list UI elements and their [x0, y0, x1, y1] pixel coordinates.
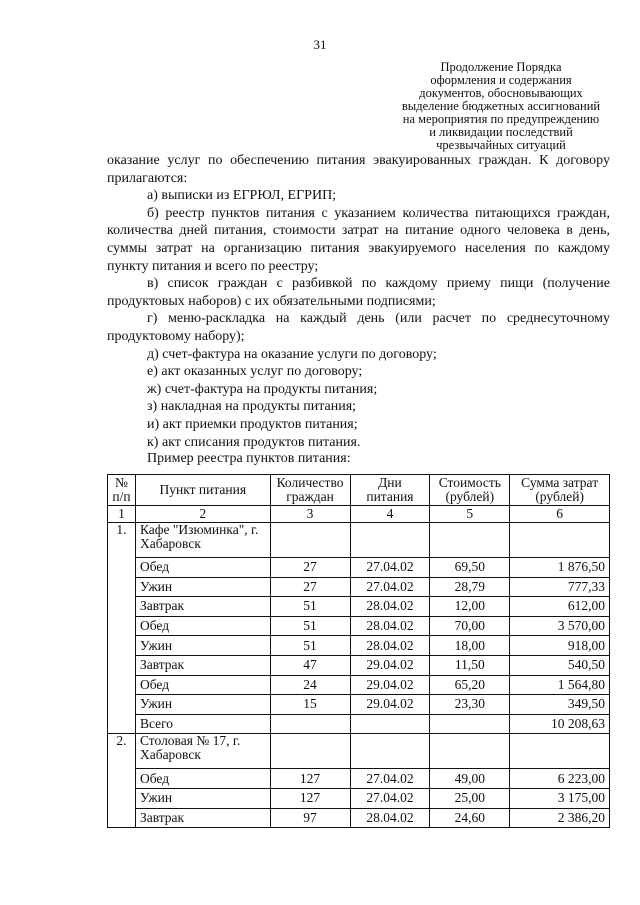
empty-cell	[350, 714, 430, 734]
column-header: Пункт питания	[135, 475, 270, 506]
count-cell: 27	[270, 558, 350, 578]
header-line: на мероприятия по предупреждению	[402, 112, 600, 126]
food-point-name: Кафе "Изюминка", г. Хабаровск	[135, 523, 270, 558]
cost-cell: 28,79	[430, 577, 510, 597]
list-item: д) счет-фактура на оказание услуги по договору;	[147, 346, 437, 362]
empty-cell	[510, 734, 610, 769]
header-line: оформления и содержания	[430, 73, 572, 87]
group-header-row	[108, 734, 610, 769]
column-number: 3	[270, 506, 350, 523]
date-cell: 29.04.02	[350, 695, 430, 715]
column-header: Дни питания	[350, 475, 430, 506]
document-header	[390, 61, 612, 152]
page-number: 31	[313, 37, 327, 52]
cost-cell: 18,00	[430, 636, 510, 656]
sum-cell: 612,00	[510, 597, 610, 617]
column-number: 4	[350, 506, 430, 523]
sum-cell: 1 564,80	[510, 675, 610, 695]
empty-cell	[270, 523, 350, 558]
count-cell: 24	[270, 675, 350, 695]
total-label: Всего	[135, 714, 270, 734]
column-header: Количество граждан	[270, 475, 350, 506]
column-number: 1	[108, 506, 136, 523]
meal-cell: Завтрак	[135, 808, 270, 828]
group-header-row	[108, 523, 610, 558]
table-row	[108, 616, 610, 636]
intro-paragraph: оказание услуг по обеспечению питания эвакуированных граждан. К договору прилагаются:	[107, 153, 610, 186]
date-cell: 27.04.02	[350, 558, 430, 578]
column-number: 6	[510, 506, 610, 523]
count-cell: 47	[270, 655, 350, 675]
column-number: 2	[135, 506, 270, 523]
meal-cell: Ужин	[135, 788, 270, 808]
meal-cell: Обед	[135, 558, 270, 578]
table-row	[108, 577, 610, 597]
date-cell: 27.04.02	[350, 769, 430, 789]
cost-cell: 24,60	[430, 808, 510, 828]
header-line: Продолжение Порядка	[440, 60, 562, 74]
meal-cell: Обед	[135, 675, 270, 695]
meal-cell: Обед	[135, 616, 270, 636]
column-header: № п/п	[108, 475, 136, 506]
date-cell: 27.04.02	[350, 788, 430, 808]
list-item: и) акт приемки продуктов питания;	[147, 416, 358, 432]
row-number: 1.	[108, 523, 136, 734]
cost-cell: 25,00	[430, 788, 510, 808]
food-points-registry-table	[107, 474, 610, 828]
header-line: выделение бюджетных ассигнований	[401, 99, 601, 113]
table-header-row	[108, 475, 610, 506]
table-row	[108, 808, 610, 828]
sum-cell: 3 570,00	[510, 616, 610, 636]
empty-cell	[270, 734, 350, 769]
empty-cell	[430, 734, 510, 769]
list-item: з) накладная на продукты питания;	[147, 399, 357, 415]
cost-cell: 65,20	[430, 675, 510, 695]
cost-cell: 70,00	[430, 616, 510, 636]
cost-cell: 23,30	[430, 695, 510, 715]
cost-cell: 12,00	[430, 597, 510, 617]
date-cell: 29.04.02	[350, 655, 430, 675]
date-cell: 28.04.02	[350, 808, 430, 828]
empty-cell	[270, 714, 350, 734]
total-value: 10 208,63	[510, 714, 610, 734]
cost-cell: 11,50	[430, 655, 510, 675]
list-item: ж) счет-фактура на продукты питания;	[147, 381, 378, 397]
list-item: в) список граждан с разбивкой по каждому приему пищи (получение продуктовых наборов) с их обязательными подписями;	[107, 276, 610, 309]
list-item: г) меню-раскладка на каждый день (или расчет по среднесуточному продуктовому набору);	[107, 311, 610, 344]
sum-cell: 3 175,00	[510, 788, 610, 808]
table-row	[108, 558, 610, 578]
empty-cell	[350, 523, 430, 558]
header-line: документов, обосновывающих	[419, 86, 583, 100]
row-number: 2.	[108, 734, 136, 828]
column-header: Стоимость (рублей)	[430, 475, 510, 506]
sum-cell: 349,50	[510, 695, 610, 715]
date-cell: 28.04.02	[350, 597, 430, 617]
meal-cell: Обед	[135, 769, 270, 789]
table-row	[108, 769, 610, 789]
list-item: б) реестр пунктов питания с указанием количества питающихся граждан, количества дней питания, стоимости затрат на питание одного человека в день, суммы затрат на организацию питания эвакуируемого населения по каждому пункту питания и всего по реестру;	[107, 205, 610, 274]
table-row	[108, 675, 610, 695]
sum-cell: 1 876,50	[510, 558, 610, 578]
sum-cell: 918,00	[510, 636, 610, 656]
column-number-row	[108, 506, 610, 523]
count-cell: 127	[270, 788, 350, 808]
meal-cell: Завтрак	[135, 655, 270, 675]
table-row	[108, 788, 610, 808]
food-point-name: Столовая № 17, г. Хабаровск	[135, 734, 270, 769]
sum-cell: 540,50	[510, 655, 610, 675]
body-text	[107, 152, 610, 451]
column-header: Сумма затрат (рублей)	[510, 475, 610, 506]
date-cell: 27.04.02	[350, 577, 430, 597]
table-row	[108, 636, 610, 656]
list-item: е) акт оказанных услуг по договору;	[147, 364, 363, 380]
empty-cell	[510, 523, 610, 558]
count-cell: 27	[270, 577, 350, 597]
table-title: Пример реестра пунктов питания:	[147, 451, 351, 466]
count-cell: 15	[270, 695, 350, 715]
date-cell: 28.04.02	[350, 636, 430, 656]
list-item: к) акт списания продуктов питания.	[147, 434, 361, 450]
count-cell: 51	[270, 616, 350, 636]
empty-cell	[350, 734, 430, 769]
header-line: и ликвидации последствий	[429, 125, 573, 139]
list-item: а) выписки из ЕГРЮЛ, ЕГРИП;	[147, 188, 337, 204]
empty-cell	[430, 523, 510, 558]
sum-cell: 6 223,00	[510, 769, 610, 789]
sum-cell: 2 386,20	[510, 808, 610, 828]
table-row	[108, 655, 610, 675]
meal-cell: Завтрак	[135, 597, 270, 617]
count-cell: 97	[270, 808, 350, 828]
meal-cell: Ужин	[135, 577, 270, 597]
column-number: 5	[430, 506, 510, 523]
empty-cell	[430, 714, 510, 734]
count-cell: 51	[270, 636, 350, 656]
count-cell: 127	[270, 769, 350, 789]
date-cell: 29.04.02	[350, 675, 430, 695]
header-line: чрезвычайных ситуаций	[436, 138, 566, 152]
meal-cell: Ужин	[135, 695, 270, 715]
cost-cell: 69,50	[430, 558, 510, 578]
table-row	[108, 695, 610, 715]
meal-cell: Ужин	[135, 636, 270, 656]
cost-cell: 49,00	[430, 769, 510, 789]
date-cell: 28.04.02	[350, 616, 430, 636]
total-row	[108, 714, 610, 734]
count-cell: 51	[270, 597, 350, 617]
sum-cell: 777,33	[510, 577, 610, 597]
table-row	[108, 597, 610, 617]
